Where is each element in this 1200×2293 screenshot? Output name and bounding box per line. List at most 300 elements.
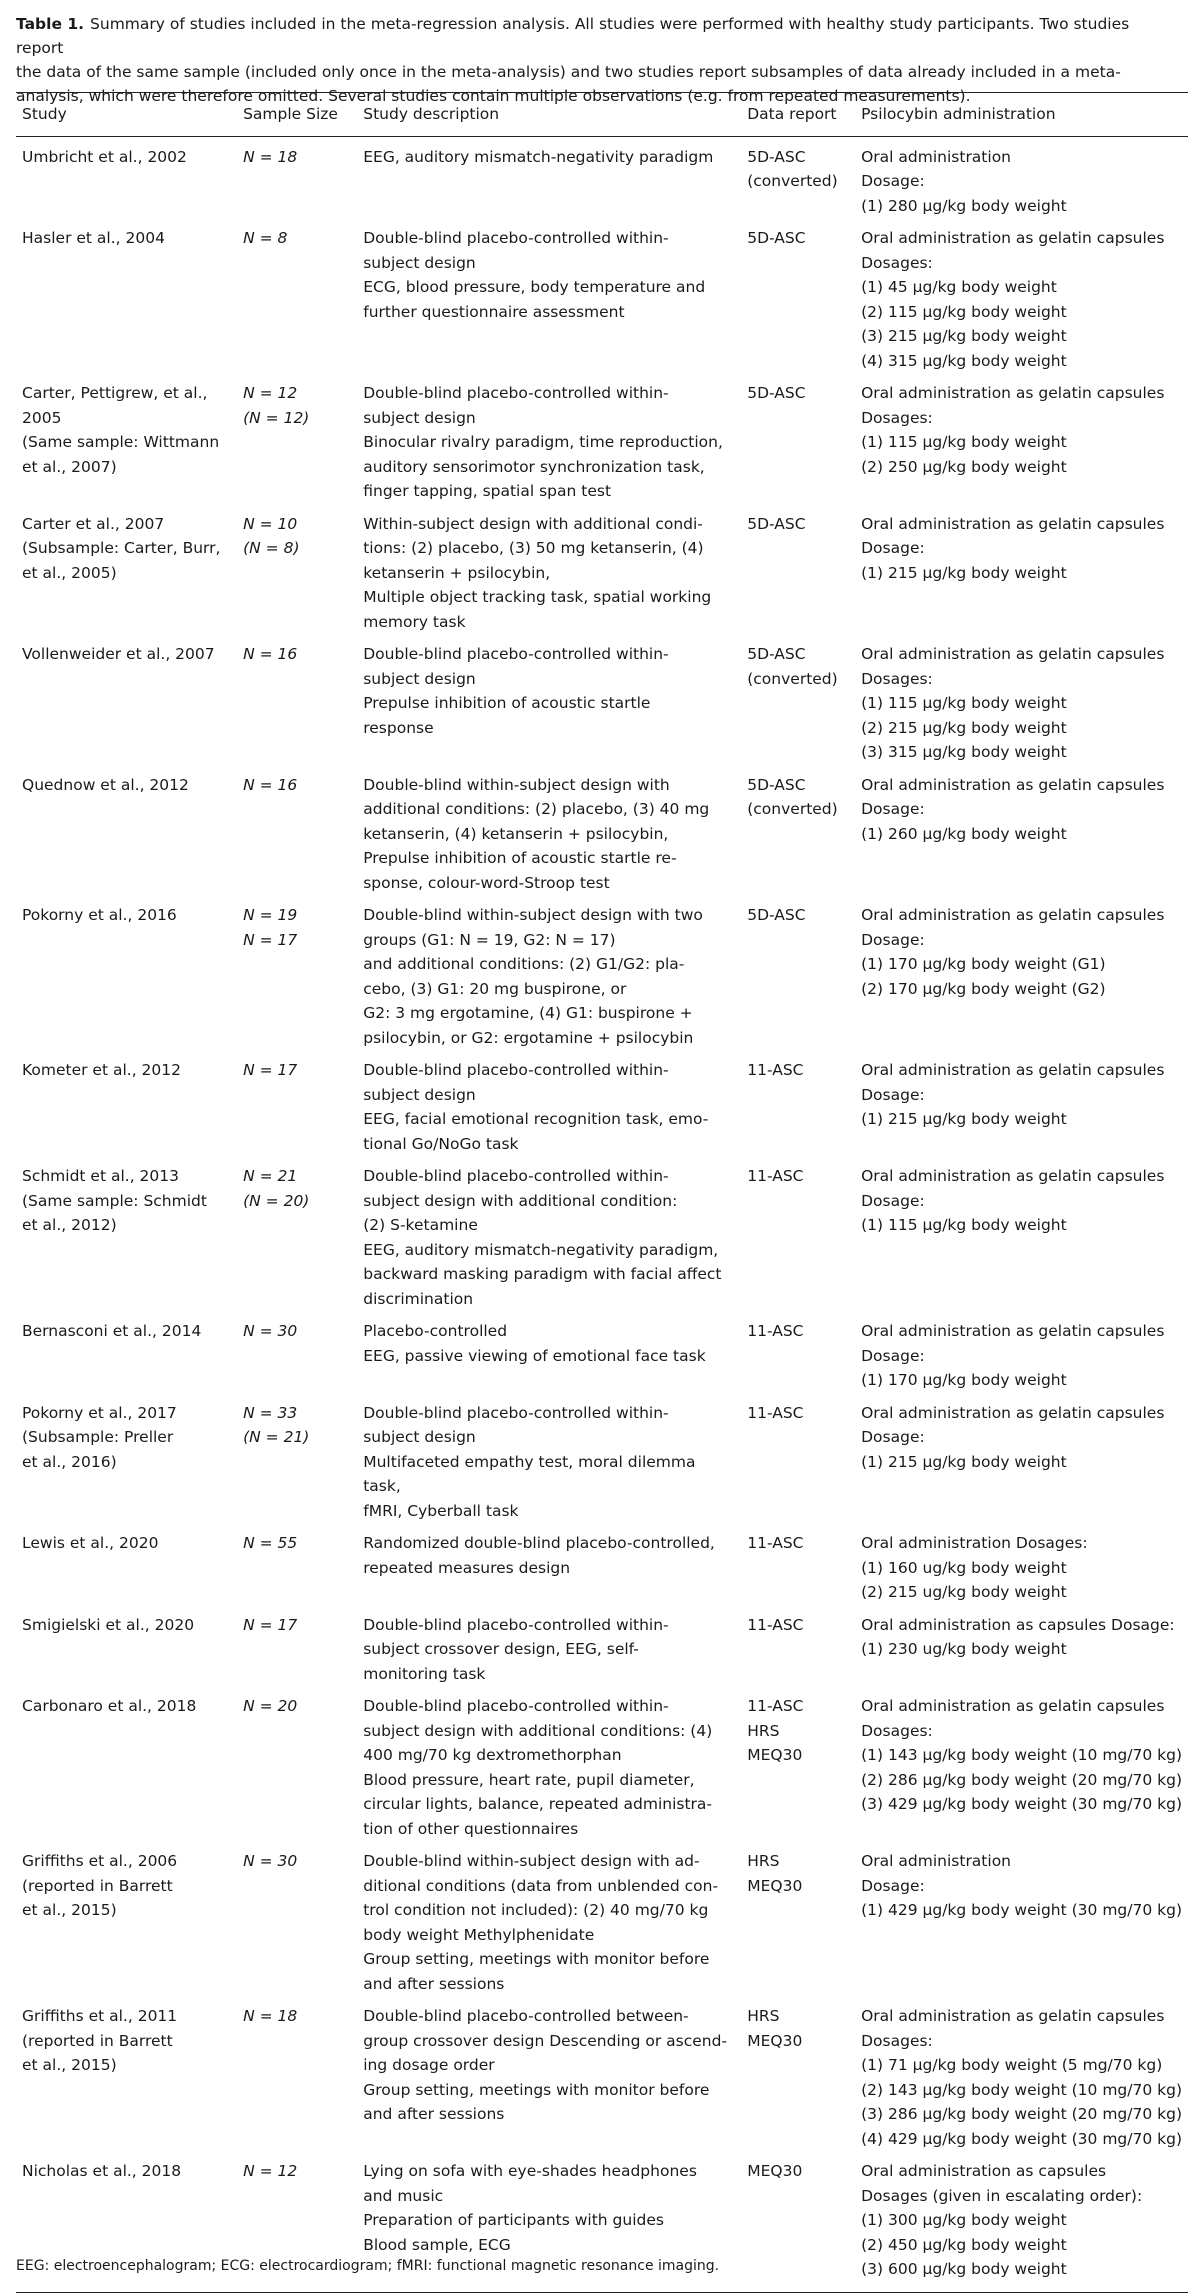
cell-line: Pokorny et al., 2017 xyxy=(22,1403,177,1422)
cell-line: Oral administration as capsules Dosage: xyxy=(861,1615,1175,1634)
cell-line: monitoring task xyxy=(363,1664,486,1683)
cell-line: N = 17 xyxy=(243,1615,298,1634)
cell-data-report xyxy=(741,373,855,504)
cell-line: N = 16 xyxy=(243,645,298,663)
cell-study xyxy=(16,1050,237,1156)
cell-sample-size xyxy=(237,373,357,504)
table-row xyxy=(16,504,1188,635)
cell-line: additional conditions: (2) placebo, (3) 40 mg xyxy=(363,800,710,818)
cell-data-report xyxy=(741,765,855,896)
cell-line: Dosage: xyxy=(861,800,925,818)
cell-line: Double-blind placebo-controlled within- xyxy=(363,1061,669,1079)
cell-line: ditional conditions (data from unblended con- xyxy=(363,1876,719,1895)
cell-line: Double-blind placebo-controlled within- xyxy=(363,229,669,247)
cell-study xyxy=(16,373,237,504)
cell-line: Prepulse inhibition of acoustic startle xyxy=(363,694,651,712)
cell-line: Dosage: xyxy=(861,930,925,949)
cell-line: Double-blind placebo-controlled within- xyxy=(363,384,669,402)
cell-line: Blood pressure, heart rate, pupil diameter, xyxy=(363,1770,695,1789)
cell-line: ketanserin + psilocybin, xyxy=(363,563,551,582)
cell-line: HRS xyxy=(747,1852,780,1870)
cell-sample-size xyxy=(237,136,357,218)
cell-study-description xyxy=(357,1605,741,1687)
cell-line: Dosage: xyxy=(861,1876,925,1895)
cell-psilocybin-administration xyxy=(855,895,1188,1050)
cell-data-report xyxy=(741,895,855,1050)
cell-sample-size xyxy=(237,1393,357,1524)
cell-psilocybin-administration xyxy=(855,2151,1188,2292)
cell-sample-size xyxy=(237,1605,357,1687)
table-row xyxy=(16,765,1188,896)
cell-line: (converted) xyxy=(747,669,838,688)
cell-line: fMRI, Cyberball task xyxy=(363,1501,519,1520)
cell-line: Umbricht et al., 2002 xyxy=(22,147,187,166)
cell-line: Oral administration as gelatin capsules xyxy=(861,645,1165,663)
cell-line: Griffiths et al., 2011 xyxy=(22,2007,178,2025)
cell-line: Double-blind placebo-controlled within- xyxy=(363,1615,669,1634)
studies-table xyxy=(16,92,1188,2293)
cell-line: 5D-ASC xyxy=(747,645,806,663)
table-row xyxy=(16,373,1188,504)
cell-study-description xyxy=(357,1050,741,1156)
cell-line: subject design xyxy=(363,253,476,272)
header-psilocybin-administration: Psilocybin administration xyxy=(861,105,1056,123)
cell-line: Dosages: xyxy=(861,253,933,272)
cell-line: (2) 215 μg/kg body weight xyxy=(861,718,1067,737)
cell-line: N = 10 xyxy=(243,514,298,533)
cell-line: et al., 2005) xyxy=(22,563,117,582)
cell-line: Within-subject design with additional condi- xyxy=(363,514,703,533)
table-row xyxy=(16,1996,1188,2151)
header-row xyxy=(16,93,1188,137)
cell-line: 5D-ASC xyxy=(747,514,806,533)
cell-line: Oral administration as gelatin capsules xyxy=(861,514,1165,533)
cell-line: (N = 20) xyxy=(243,1191,310,1210)
cell-line: (1) 115 μg/kg body weight xyxy=(861,433,1067,451)
cell-data-report xyxy=(741,218,855,373)
cell-line: (2) 170 μg/kg body weight (G2) xyxy=(861,979,1106,998)
cell-study xyxy=(16,1311,237,1393)
table-row xyxy=(16,1841,1188,1996)
cell-line: 5D-ASC xyxy=(747,384,806,402)
cell-study xyxy=(16,1523,237,1605)
cell-line: (3) 600 μg/kg body weight xyxy=(861,2260,1067,2278)
cell-data-report xyxy=(741,1156,855,1311)
cell-line: N = 17 xyxy=(243,1061,298,1079)
cell-line: and additional conditions: (2) G1/G2: pla- xyxy=(363,955,685,973)
table-row xyxy=(16,1311,1188,1393)
cell-line: (1) 215 μg/kg body weight xyxy=(861,563,1067,582)
cell-line: (3) 286 μg/kg body weight (20 mg/70 kg) xyxy=(861,2105,1182,2123)
cell-line: N = 19 xyxy=(243,906,298,924)
cell-line: Pokorny et al., 2016 xyxy=(22,906,177,924)
table-row xyxy=(16,1686,1188,1841)
cell-line: MEQ30 xyxy=(747,2162,803,2180)
cell-line: Dosages: xyxy=(861,669,933,688)
cell-study xyxy=(16,1686,237,1841)
cell-line: Double-blind placebo-controlled within- xyxy=(363,1697,669,1715)
cell-line: (1) 300 μg/kg body weight xyxy=(861,2211,1067,2229)
cell-line: task, xyxy=(363,1477,401,1495)
cell-line: Griffiths et al., 2006 xyxy=(22,1852,178,1870)
cell-line: 400 mg/70 kg dextromethorphan xyxy=(363,1746,622,1764)
cell-line: body weight Methylphenidate xyxy=(363,1925,595,1944)
cell-line: Dosage: xyxy=(861,1428,925,1446)
cell-data-report xyxy=(741,1523,855,1605)
cell-line: 5D-ASC xyxy=(747,775,806,794)
cell-line: (Subsample: Preller xyxy=(22,1428,174,1446)
cell-line: 5D-ASC xyxy=(747,906,806,924)
cell-study-description xyxy=(357,765,741,896)
cell-study-description xyxy=(357,1156,741,1311)
cell-study-description xyxy=(357,136,741,218)
cell-line: EEG, passive viewing of emotional face task xyxy=(363,1346,706,1365)
cell-line: Randomized double-blind placebo-controlled, xyxy=(363,1534,715,1552)
cell-line: Blood sample, ECG xyxy=(363,2235,511,2254)
cell-line: Oral administration xyxy=(861,147,1012,166)
cell-line: (1) 260 μg/kg body weight xyxy=(861,824,1067,843)
cell-line: (4) 429 μg/kg body weight (30 mg/70 kg) xyxy=(861,2129,1182,2148)
cell-line: Nicholas et al., 2018 xyxy=(22,2162,182,2180)
cell-line: subject design with additional condition: xyxy=(363,1191,678,1210)
cell-line: (1) 115 μg/kg body weight xyxy=(861,1216,1067,1234)
cell-psilocybin-administration xyxy=(855,765,1188,896)
cell-line: auditory sensorimotor synchronization task, xyxy=(363,457,705,476)
cell-line: N = 30 xyxy=(243,1852,298,1870)
cell-line: tional Go/NoGo task xyxy=(363,1134,519,1153)
cell-psilocybin-administration xyxy=(855,1393,1188,1524)
cell-line: N = 8 xyxy=(243,229,288,247)
cell-study-description xyxy=(357,218,741,373)
cell-line: Dosages: xyxy=(861,408,933,427)
cell-line: (2) S-ketamine xyxy=(363,1216,478,1234)
cell-line: Oral administration as gelatin capsules xyxy=(861,1167,1165,1185)
cell-psilocybin-administration xyxy=(855,1686,1188,1841)
cell-sample-size xyxy=(237,504,357,635)
caption-label: Table 1. xyxy=(16,15,85,33)
cell-study-description xyxy=(357,504,741,635)
cell-line: Oral administration as gelatin capsules xyxy=(861,2007,1165,2025)
cell-line: Oral administration as gelatin capsules xyxy=(861,1697,1165,1715)
table-row xyxy=(16,1156,1188,1311)
cell-line: (2) 450 μg/kg body weight xyxy=(861,2235,1067,2254)
cell-line: HRS xyxy=(747,1721,780,1740)
cell-line: ECG, blood pressure, body temperature and xyxy=(363,278,706,296)
cell-line: ketanserin, (4) ketanserin + psilocybin, xyxy=(363,824,669,843)
cell-line: Oral administration as gelatin capsules xyxy=(861,384,1165,402)
cell-study xyxy=(16,1156,237,1311)
table-row xyxy=(16,1393,1188,1524)
header-data-report: Data report xyxy=(747,105,837,123)
cell-line: 5D-ASC xyxy=(747,147,806,166)
cell-line: Double-blind placebo-controlled between- xyxy=(363,2007,689,2025)
cell-line: N = 33 xyxy=(243,1403,298,1422)
table-row xyxy=(16,218,1188,373)
cell-line: MEQ30 xyxy=(747,1746,803,1764)
cell-line: Oral administration as gelatin capsules xyxy=(861,1061,1165,1079)
cell-line: HRS xyxy=(747,2007,780,2025)
cell-line: (Same sample: Schmidt xyxy=(22,1191,207,1210)
cell-line: (1) 215 μg/kg body weight xyxy=(861,1452,1067,1471)
cell-data-report xyxy=(741,1605,855,1687)
cell-line: et al., 2015) xyxy=(22,1901,117,1919)
cell-line: MEQ30 xyxy=(747,1876,803,1895)
cell-study-description xyxy=(357,373,741,504)
cell-line: tion of other questionnaires xyxy=(363,1819,579,1838)
cell-psilocybin-administration xyxy=(855,634,1188,765)
cell-study xyxy=(16,895,237,1050)
cell-line: Oral administration as gelatin capsules xyxy=(861,1403,1165,1422)
cell-line: sponse, colour-word-Stroop test xyxy=(363,873,610,892)
cell-line: subject crossover design, EEG, self- xyxy=(363,1640,639,1658)
cell-line: Oral administration Dosages: xyxy=(861,1534,1088,1552)
cell-study-description xyxy=(357,634,741,765)
cell-sample-size xyxy=(237,1841,357,1996)
cell-study xyxy=(16,1605,237,1687)
cell-line: 11-ASC xyxy=(747,1403,804,1422)
cell-line: Smigielski et al., 2020 xyxy=(22,1615,195,1634)
cell-sample-size xyxy=(237,1996,357,2151)
cell-study xyxy=(16,1393,237,1524)
cell-line: N = 30 xyxy=(243,1322,298,1340)
cell-data-report xyxy=(741,136,855,218)
cell-line: Dosage: xyxy=(861,1346,925,1365)
cell-study xyxy=(16,218,237,373)
cell-line: Dosages: xyxy=(861,2031,933,2050)
cell-line: (2) 143 μg/kg body weight (10 mg/70 kg) xyxy=(861,2080,1182,2099)
cell-line: N = 18 xyxy=(243,147,298,166)
cell-line: Dosage: xyxy=(861,1191,925,1210)
cell-line: backward masking paradigm with facial affect xyxy=(363,1265,722,1283)
cell-line: Oral administration as capsules xyxy=(861,2162,1107,2180)
cell-sample-size xyxy=(237,895,357,1050)
caption-line: the data of the same sample (included only once in the meta-analysis) and two studies report subsamples of data already included in a meta- xyxy=(16,63,1121,81)
cell-study xyxy=(16,1996,237,2151)
cell-line: tions: (2) placebo, (3) 50 mg ketanserin, (4) xyxy=(363,539,704,557)
cell-sample-size xyxy=(237,1050,357,1156)
cell-study xyxy=(16,136,237,218)
cell-psilocybin-administration xyxy=(855,1996,1188,2151)
cell-line: Binocular rivalry paradigm, time reproduction, xyxy=(363,433,723,451)
cell-data-report xyxy=(741,1686,855,1841)
cell-line: Multifaceted empathy test, moral dilemma xyxy=(363,1452,696,1471)
cell-line: Carbonaro et al., 2018 xyxy=(22,1697,197,1715)
cell-psilocybin-administration xyxy=(855,504,1188,635)
cell-line: Dosage: xyxy=(861,1085,925,1104)
cell-line: Lying on sofa with eye-shades headphones xyxy=(363,2162,697,2180)
cell-line: N = 18 xyxy=(243,2007,298,2025)
cell-study xyxy=(16,1841,237,1996)
cell-line: 11-ASC xyxy=(747,1697,804,1715)
cell-line: (1) 230 ug/kg body weight xyxy=(861,1640,1067,1658)
cell-line: Lewis et al., 2020 xyxy=(22,1534,159,1552)
cell-data-report xyxy=(741,1393,855,1524)
cell-line: MEQ30 xyxy=(747,2031,803,2050)
cell-line: Carter, Pettigrew, et al., xyxy=(22,384,208,402)
cell-line: Kometer et al., 2012 xyxy=(22,1061,181,1079)
cell-line: (2) 215 ug/kg body weight xyxy=(861,1583,1067,1601)
cell-line: Multiple object tracking task, spatial working xyxy=(363,588,712,606)
cell-study-description xyxy=(357,1841,741,1996)
cell-sample-size xyxy=(237,765,357,896)
cell-study xyxy=(16,634,237,765)
cell-line: 11-ASC xyxy=(747,1061,804,1079)
cell-study-description xyxy=(357,1393,741,1524)
cell-line: Carter et al., 2007 xyxy=(22,514,165,533)
cell-line: 11-ASC xyxy=(747,1615,804,1634)
table-row xyxy=(16,1605,1188,1687)
cell-line: (1) 115 μg/kg body weight xyxy=(861,694,1067,712)
cell-line: 11-ASC xyxy=(747,1167,804,1185)
caption-line: analysis, which were therefore omitted. Several studies contain multiple observations (e.g. from repeated measurements). xyxy=(16,87,971,105)
cell-line: psilocybin, or G2: ergotamine + psilocybin xyxy=(363,1028,694,1047)
cell-line: Double-blind within-subject design with two xyxy=(363,906,703,924)
cell-data-report xyxy=(741,1050,855,1156)
cell-line: subject design with additional conditions: (4) xyxy=(363,1721,713,1740)
table-row xyxy=(16,1523,1188,1605)
cell-line: Oral administration as gelatin capsules xyxy=(861,1322,1165,1340)
cell-sample-size xyxy=(237,1311,357,1393)
cell-line: (2) 286 μg/kg body weight (20 mg/70 kg) xyxy=(861,1770,1182,1789)
cell-line: discrimination xyxy=(363,1289,474,1308)
cell-line: Oral administration xyxy=(861,1852,1012,1870)
cell-study-description xyxy=(357,1686,741,1841)
cell-psilocybin-administration xyxy=(855,373,1188,504)
cell-line: EEG, auditory mismatch-negativity paradigm, xyxy=(363,1240,719,1259)
cell-line: and music xyxy=(363,2186,444,2205)
cell-line: Oral administration as gelatin capsules xyxy=(861,906,1165,924)
cell-line: Schmidt et al., 2013 xyxy=(22,1167,180,1185)
cell-line: N = 17 xyxy=(243,930,298,949)
cell-line: G2: 3 mg ergotamine, (4) G1: buspirone + xyxy=(363,1004,693,1022)
cell-line: 11-ASC xyxy=(747,1322,804,1340)
cell-study-description xyxy=(357,1311,741,1393)
cell-line: N = 12 xyxy=(243,2162,298,2180)
cell-line: (N = 21) xyxy=(243,1428,310,1446)
cell-line: Oral administration as gelatin capsules xyxy=(861,229,1165,247)
cell-line: (1) 215 μg/kg body weight xyxy=(861,1110,1067,1128)
cell-line: (3) 429 μg/kg body weight (30 mg/70 kg) xyxy=(861,1795,1182,1813)
cell-psilocybin-administration xyxy=(855,1156,1188,1311)
cell-line: Vollenweider et al., 2007 xyxy=(22,645,215,663)
cell-line: further questionnaire assessment xyxy=(363,302,625,321)
cell-study xyxy=(16,504,237,635)
cell-study-description xyxy=(357,895,741,1050)
cell-line: Double-blind placebo-controlled within- xyxy=(363,645,669,663)
cell-line: Preparation of participants with guides xyxy=(363,2211,664,2229)
cell-study xyxy=(16,765,237,896)
cell-line: (1) 71 μg/kg body weight (5 mg/70 kg) xyxy=(861,2056,1163,2074)
cell-line: (1) 280 μg/kg body weight xyxy=(861,196,1067,215)
cell-line: (1) 45 μg/kg body weight xyxy=(861,278,1057,296)
cell-line: (N = 8) xyxy=(243,539,300,557)
cell-line: Bernasconi et al., 2014 xyxy=(22,1322,202,1340)
cell-data-report xyxy=(741,1841,855,1996)
cell-line: and after sessions xyxy=(363,2105,505,2123)
cell-study-description xyxy=(357,1523,741,1605)
cell-line: subject design xyxy=(363,408,476,427)
cell-line: ing dosage order xyxy=(363,2056,495,2074)
cell-line: N = 20 xyxy=(243,1697,298,1715)
cell-line: trol condition not included): (2) 40 mg/70 kg xyxy=(363,1901,709,1919)
cell-line: (converted) xyxy=(747,172,838,190)
cell-line: et al., 2007) xyxy=(22,457,117,476)
table-row xyxy=(16,895,1188,1050)
cell-line: Dosage: xyxy=(861,539,925,557)
cell-data-report xyxy=(741,504,855,635)
header-study-description: Study description xyxy=(363,105,500,123)
cell-line: Double-blind placebo-controlled within- xyxy=(363,1167,669,1185)
cell-line: (Same sample: Wittmann xyxy=(22,433,220,451)
cell-line: (N = 12) xyxy=(243,408,310,427)
cell-line: (2) 250 μg/kg body weight xyxy=(861,457,1067,476)
table-row xyxy=(16,634,1188,765)
cell-data-report xyxy=(741,634,855,765)
cell-line: (converted) xyxy=(747,800,838,818)
cell-line: et al., 2016) xyxy=(22,1452,117,1471)
cell-line: Double-blind within-subject design with xyxy=(363,775,670,794)
cell-line: (Subsample: Carter, Burr, xyxy=(22,539,221,557)
cell-psilocybin-administration xyxy=(855,218,1188,373)
cell-line: (1) 170 μg/kg body weight (G1) xyxy=(861,955,1106,973)
cell-line: et al., 2012) xyxy=(22,1216,117,1234)
cell-sample-size xyxy=(237,1156,357,1311)
header-sample-size: Sample Size xyxy=(243,105,338,123)
cell-line: (3) 315 μg/kg body weight xyxy=(861,743,1067,761)
cell-psilocybin-administration xyxy=(855,1841,1188,1996)
table-header xyxy=(16,93,1188,137)
cell-line: Oral administration as gelatin capsules xyxy=(861,775,1165,794)
cell-line: (4) 315 μg/kg body weight xyxy=(861,351,1067,370)
cell-line: (1) 143 μg/kg body weight (10 mg/70 kg) xyxy=(861,1746,1182,1764)
cell-psilocybin-administration xyxy=(855,136,1188,218)
cell-sample-size xyxy=(237,634,357,765)
cell-line: Dosage: xyxy=(861,172,925,190)
cell-line: finger tapping, spatial span test xyxy=(363,482,612,500)
cell-line: (1) 160 ug/kg body weight xyxy=(861,1558,1067,1577)
cell-line: Dosages: xyxy=(861,1721,933,1740)
cell-psilocybin-administration xyxy=(855,1311,1188,1393)
cell-line: memory task xyxy=(363,612,466,631)
cell-line: subject design xyxy=(363,1428,476,1446)
cell-line: Prepulse inhibition of acoustic startle re- xyxy=(363,849,677,867)
table-row xyxy=(16,1050,1188,1156)
cell-line: and after sessions xyxy=(363,1974,505,1993)
cell-sample-size xyxy=(237,1686,357,1841)
cell-line: EEG, facial emotional recognition task, emo- xyxy=(363,1110,709,1128)
cell-line: Double-blind placebo-controlled within- xyxy=(363,1403,669,1422)
caption-line: Summary of studies included in the meta-regression analysis. All studies were performed with healthy study participants. Two studies report xyxy=(16,15,1130,57)
cell-psilocybin-administration xyxy=(855,1605,1188,1687)
cell-line: (reported in Barrett xyxy=(22,2031,173,2050)
cell-data-report xyxy=(741,1996,855,2151)
cell-line: (3) 215 μg/kg body weight xyxy=(861,327,1067,345)
cell-line: group crossover design Descending or ascend- xyxy=(363,2031,728,2050)
cell-line: N = 12 xyxy=(243,384,298,402)
cell-line: 2005 xyxy=(22,408,62,427)
table-footnote: EEG: electroencephalogram; ECG: electrocardiogram; fMRI: functional magnetic resonance imaging. xyxy=(16,2258,720,2274)
header-study: Study xyxy=(22,105,67,123)
table-body xyxy=(16,136,1188,2292)
cell-line: Hasler et al., 2004 xyxy=(22,229,165,247)
cell-line: 11-ASC xyxy=(747,1534,804,1552)
cell-line: (2) 115 μg/kg body weight xyxy=(861,302,1067,321)
cell-line: N = 16 xyxy=(243,775,298,794)
cell-line: N = 21 xyxy=(243,1167,298,1185)
cell-line: (reported in Barrett xyxy=(22,1876,173,1895)
cell-line: response xyxy=(363,718,434,737)
cell-line: groups (G1: N = 19, G2: N = 17) xyxy=(363,930,616,949)
